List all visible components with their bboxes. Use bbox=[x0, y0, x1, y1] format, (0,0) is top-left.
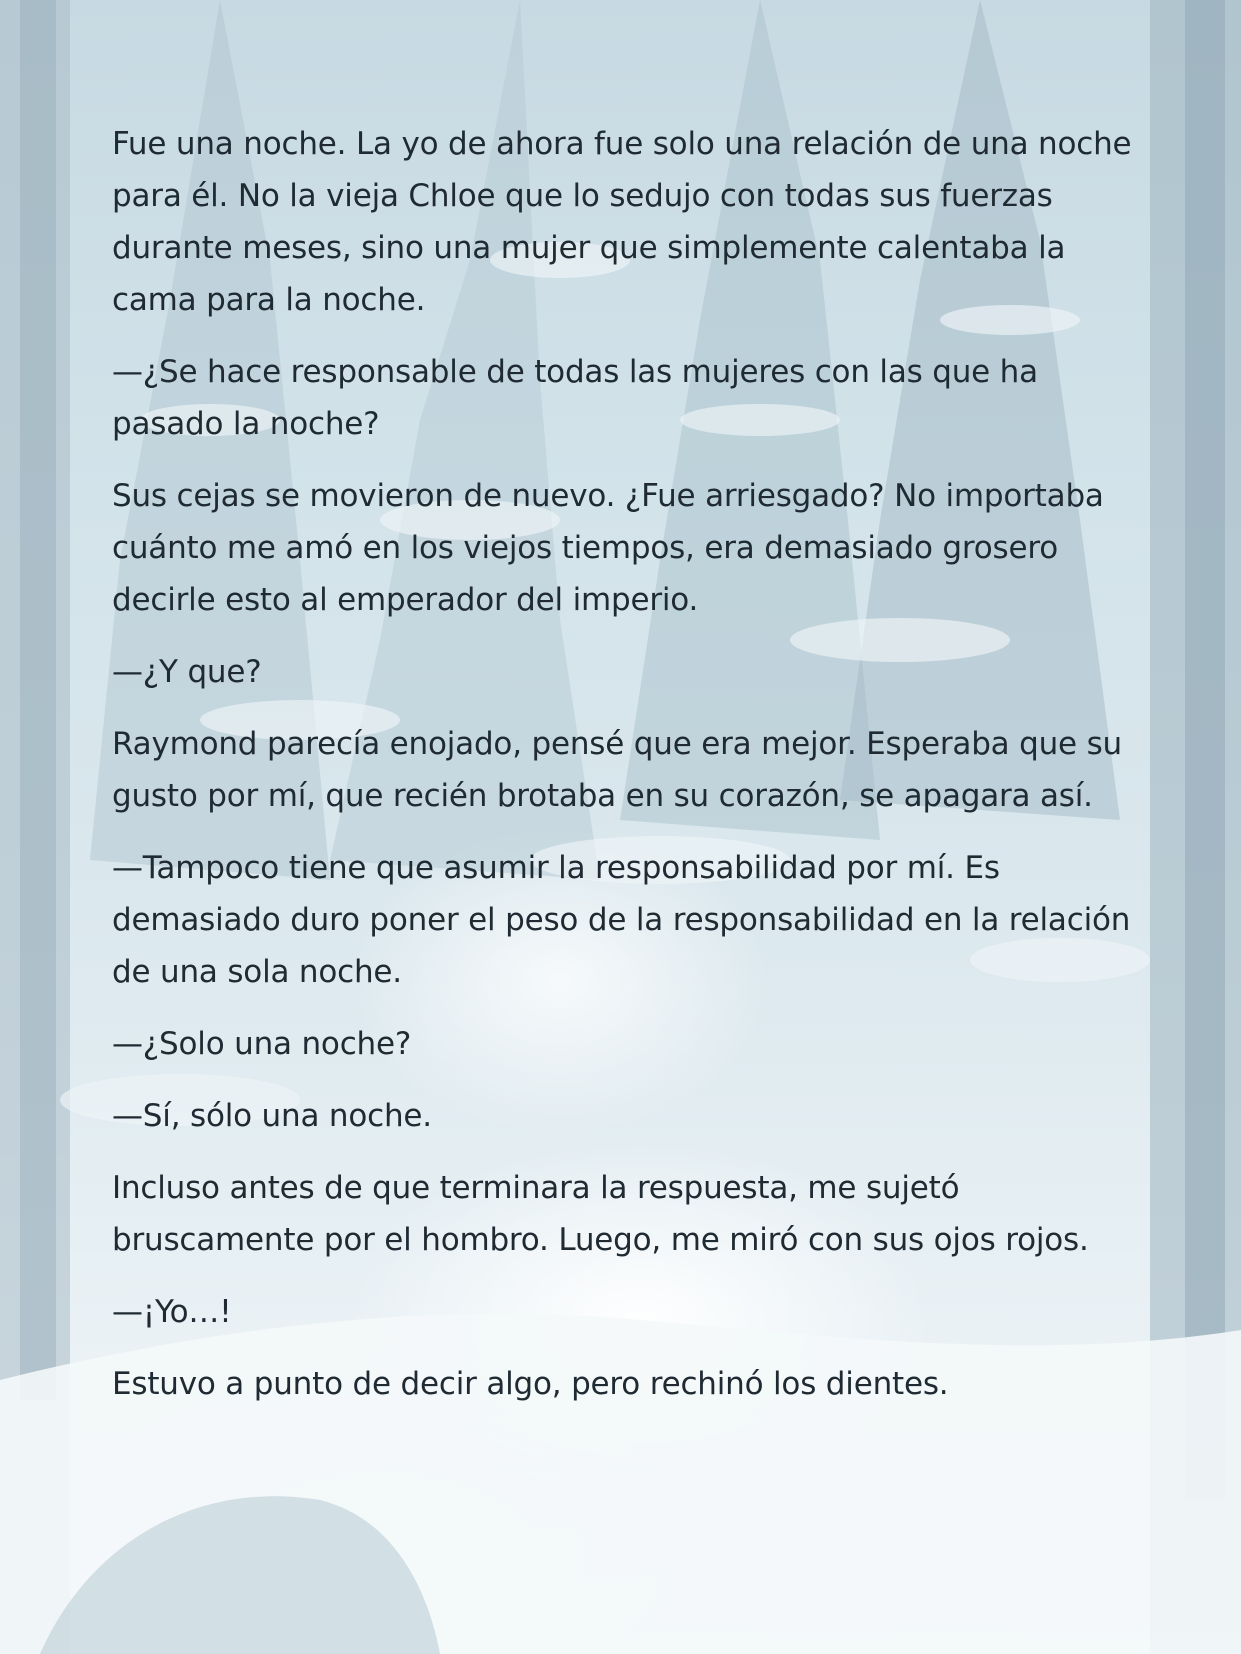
right-trunk bbox=[1185, 0, 1225, 1500]
paragraph: —¿Y que? bbox=[112, 654, 262, 690]
paragraph: —¡Yo…! bbox=[112, 1294, 232, 1330]
story-text bbox=[112, 118, 1132, 1430]
paragraph: —Sí, sólo una noche. bbox=[112, 1098, 432, 1134]
paragraph: Sus cejas se movieron de nuevo. ¿Fue arriesgado? No importaba cuánto me amó en los viejos tiempos, era demasiado grosero decirle esto al emperador del imperio. bbox=[112, 478, 1104, 618]
paragraph: Raymond parecía enojado, pensé que era mejor. Esperaba que su gusto por mí, que recién brotaba en su corazón, se apagara así. bbox=[112, 726, 1122, 814]
paragraph: Incluso antes de que terminara la respuesta, me sujetó bruscamente por el hombro. Luego, me miró con sus ojos rojos. bbox=[112, 1170, 1089, 1258]
paragraph: —¿Se hace responsable de todas las mujeres con las que ha pasado la noche? bbox=[112, 354, 1038, 442]
paragraph: Fue una noche. La yo de ahora fue solo una relación de una noche para él. No la vieja Chloe que lo sedujo con todas sus fuerzas durante meses, sino una mujer que simplemente calentaba la cama para la noche. bbox=[112, 126, 1132, 318]
left-trunk bbox=[20, 0, 56, 1400]
paragraph: —¿Solo una noche? bbox=[112, 1026, 412, 1062]
paragraph: —Tampoco tiene que asumir la responsabilidad por mí. Es demasiado duro poner el peso de la responsabilidad en la relación de una sola noche. bbox=[112, 850, 1131, 990]
paragraph: Estuvo a punto de decir algo, pero rechinó los dientes. bbox=[112, 1366, 949, 1402]
